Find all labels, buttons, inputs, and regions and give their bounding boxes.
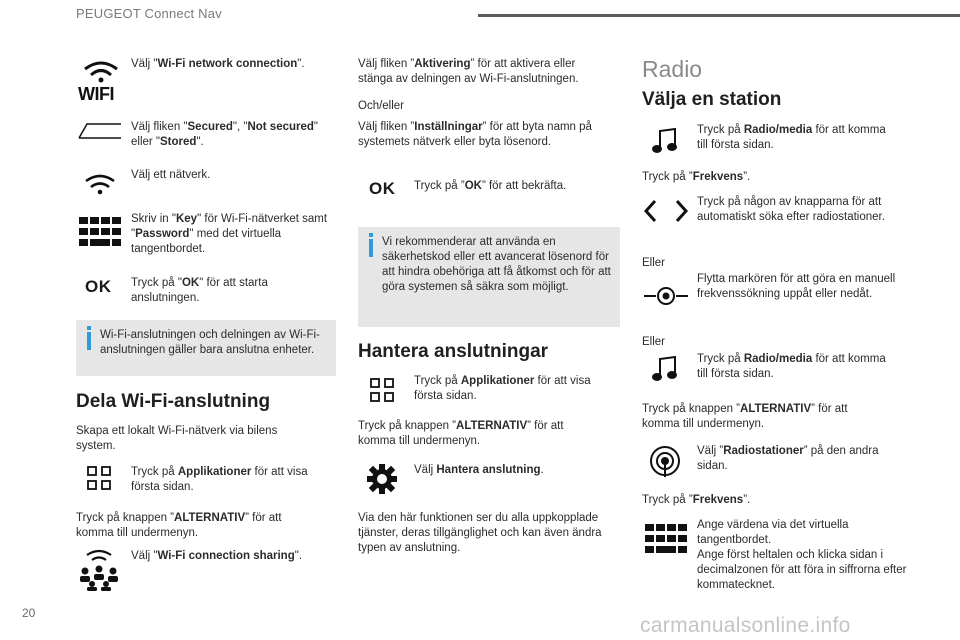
step-select-network: Välj ett nätverk.	[131, 169, 211, 181]
step-manual-search: Flytta markören för att göra en manuell frekvenssökning uppåt eller nedåt.	[697, 273, 896, 300]
info-box	[358, 227, 620, 327]
step-press-ok: Tryck på "OK" för att starta anslutningen.	[131, 277, 268, 304]
section-heading: Välja en station	[642, 89, 782, 110]
step-applications: Tryck på Applikationer för att visa första sidan.	[414, 375, 591, 402]
paragraph: Välj fliken ”Aktivering” för att aktivera eller stänga av delningen av Wi-Fi-anslutningen.	[358, 58, 579, 85]
step-applications: Tryck på Applikationer för att visa första sidan.	[131, 466, 308, 493]
paragraph: Tryck på knappen ”ALTERNATIV” för att komma till undermenyn.	[358, 420, 564, 447]
paragraph: Välj fliken ”Inställningar” för att byta namn på systemets nätverk eller byta lösenord.	[358, 121, 592, 148]
keyboard-icon	[645, 524, 687, 554]
section-heading: Hantera anslutningar	[358, 341, 549, 362]
step-radio-media: Tryck på Radio/media för att komma till första sidan.	[697, 353, 886, 380]
wifi-label-icon: WIFI	[78, 84, 114, 104]
info-icon	[87, 332, 91, 350]
page-section-title: Radio	[642, 56, 703, 82]
paragraph: Tryck på knappen ”ALTERNATIV” för att komma till undermenyn.	[76, 512, 282, 539]
paragraph: Och/eller	[358, 100, 405, 112]
radio-station-icon	[648, 444, 682, 478]
header-title: PEUGEOT Connect Nav	[76, 6, 222, 21]
step-enter-values: Ange värdena via det virtuella tangentbordet.	[697, 519, 849, 546]
header-rule	[478, 14, 960, 17]
step-wifi-sharing: Välj "Wi-Fi connection sharing".	[131, 550, 303, 562]
section-heading: Dela Wi-Fi-anslutning	[76, 391, 271, 412]
info-text: Vi rekommenderar att använda en säkerhetskod eller ett avancerat lösenord för att hindra obehöriga att få åtkomst och för att göra systemen så säkra som möjligt.	[382, 236, 611, 293]
slider-cursor-icon	[644, 282, 688, 310]
wifi-icon	[78, 56, 124, 86]
step-select-tab: Välj fliken "Secured", "Not secured" eller "Stored".	[131, 121, 319, 148]
music-note-icon	[650, 126, 680, 156]
info-text: Wi-Fi-anslutningen och delningen av Wi-Fi-anslutningen gäller bara anslutna enheter.	[100, 329, 320, 356]
paragraph: Tryck på knappen ”ALTERNATIV” för att komma till undermenyn.	[642, 403, 848, 430]
step-press-ok: Tryck på ”OK” för att bekräfta.	[414, 180, 567, 192]
applications-icon	[369, 377, 395, 403]
paragraph: Via den här funktionen ser du alla uppkopplade tjänster, deras tillgänglighet och kan även ändra typen av anslutning.	[358, 512, 602, 554]
keyboard-icon	[79, 217, 121, 247]
paragraph: Tryck på ”Frekvens”.	[642, 171, 751, 183]
paragraph: Tryck på ”Frekvens”.	[642, 494, 751, 506]
page-number: 20	[22, 606, 36, 620]
ok-icon: OK	[369, 179, 396, 198]
step-auto-search: Tryck på någon av knapparna för att automatiskt söka efter radiostationer.	[697, 196, 885, 223]
step-enter-decimals: Ange först heltalen och klicka sidan i decimalzonen för att föra in siffrorna efter kommatecknet.	[697, 549, 907, 591]
step-manage-connection: Välj Hantera anslutning.	[414, 464, 544, 476]
watermark: carmanualsonline.info	[640, 614, 851, 637]
gear-icon	[365, 462, 399, 496]
paragraph: Eller	[642, 336, 666, 348]
info-box	[76, 320, 336, 376]
tab-icon	[76, 118, 124, 142]
ok-icon: OK	[85, 277, 112, 296]
step-radio-stations: Välj ”Radiostationer” på den andra sidan.	[697, 445, 879, 472]
music-note-icon	[650, 354, 680, 384]
step-wifi-network: Välj "Wi-Fi network connection".	[131, 58, 305, 70]
wifi-sharing-icon	[78, 547, 120, 591]
info-icon	[369, 239, 373, 257]
step-enter-key: Skriv in "Key" för Wi-Fi-nätverket samt "Password" med det virtuella tangentbordet.	[131, 213, 328, 255]
step-radio-media: Tryck på Radio/media för att komma till första sidan.	[697, 124, 886, 151]
chevron-left-right-icon	[640, 197, 692, 225]
wifi-icon	[80, 170, 120, 198]
paragraph: Eller	[642, 257, 666, 269]
applications-icon	[86, 465, 112, 491]
paragraph: Skapa ett lokalt Wi-Fi-nätverk via bilens system.	[76, 425, 278, 452]
